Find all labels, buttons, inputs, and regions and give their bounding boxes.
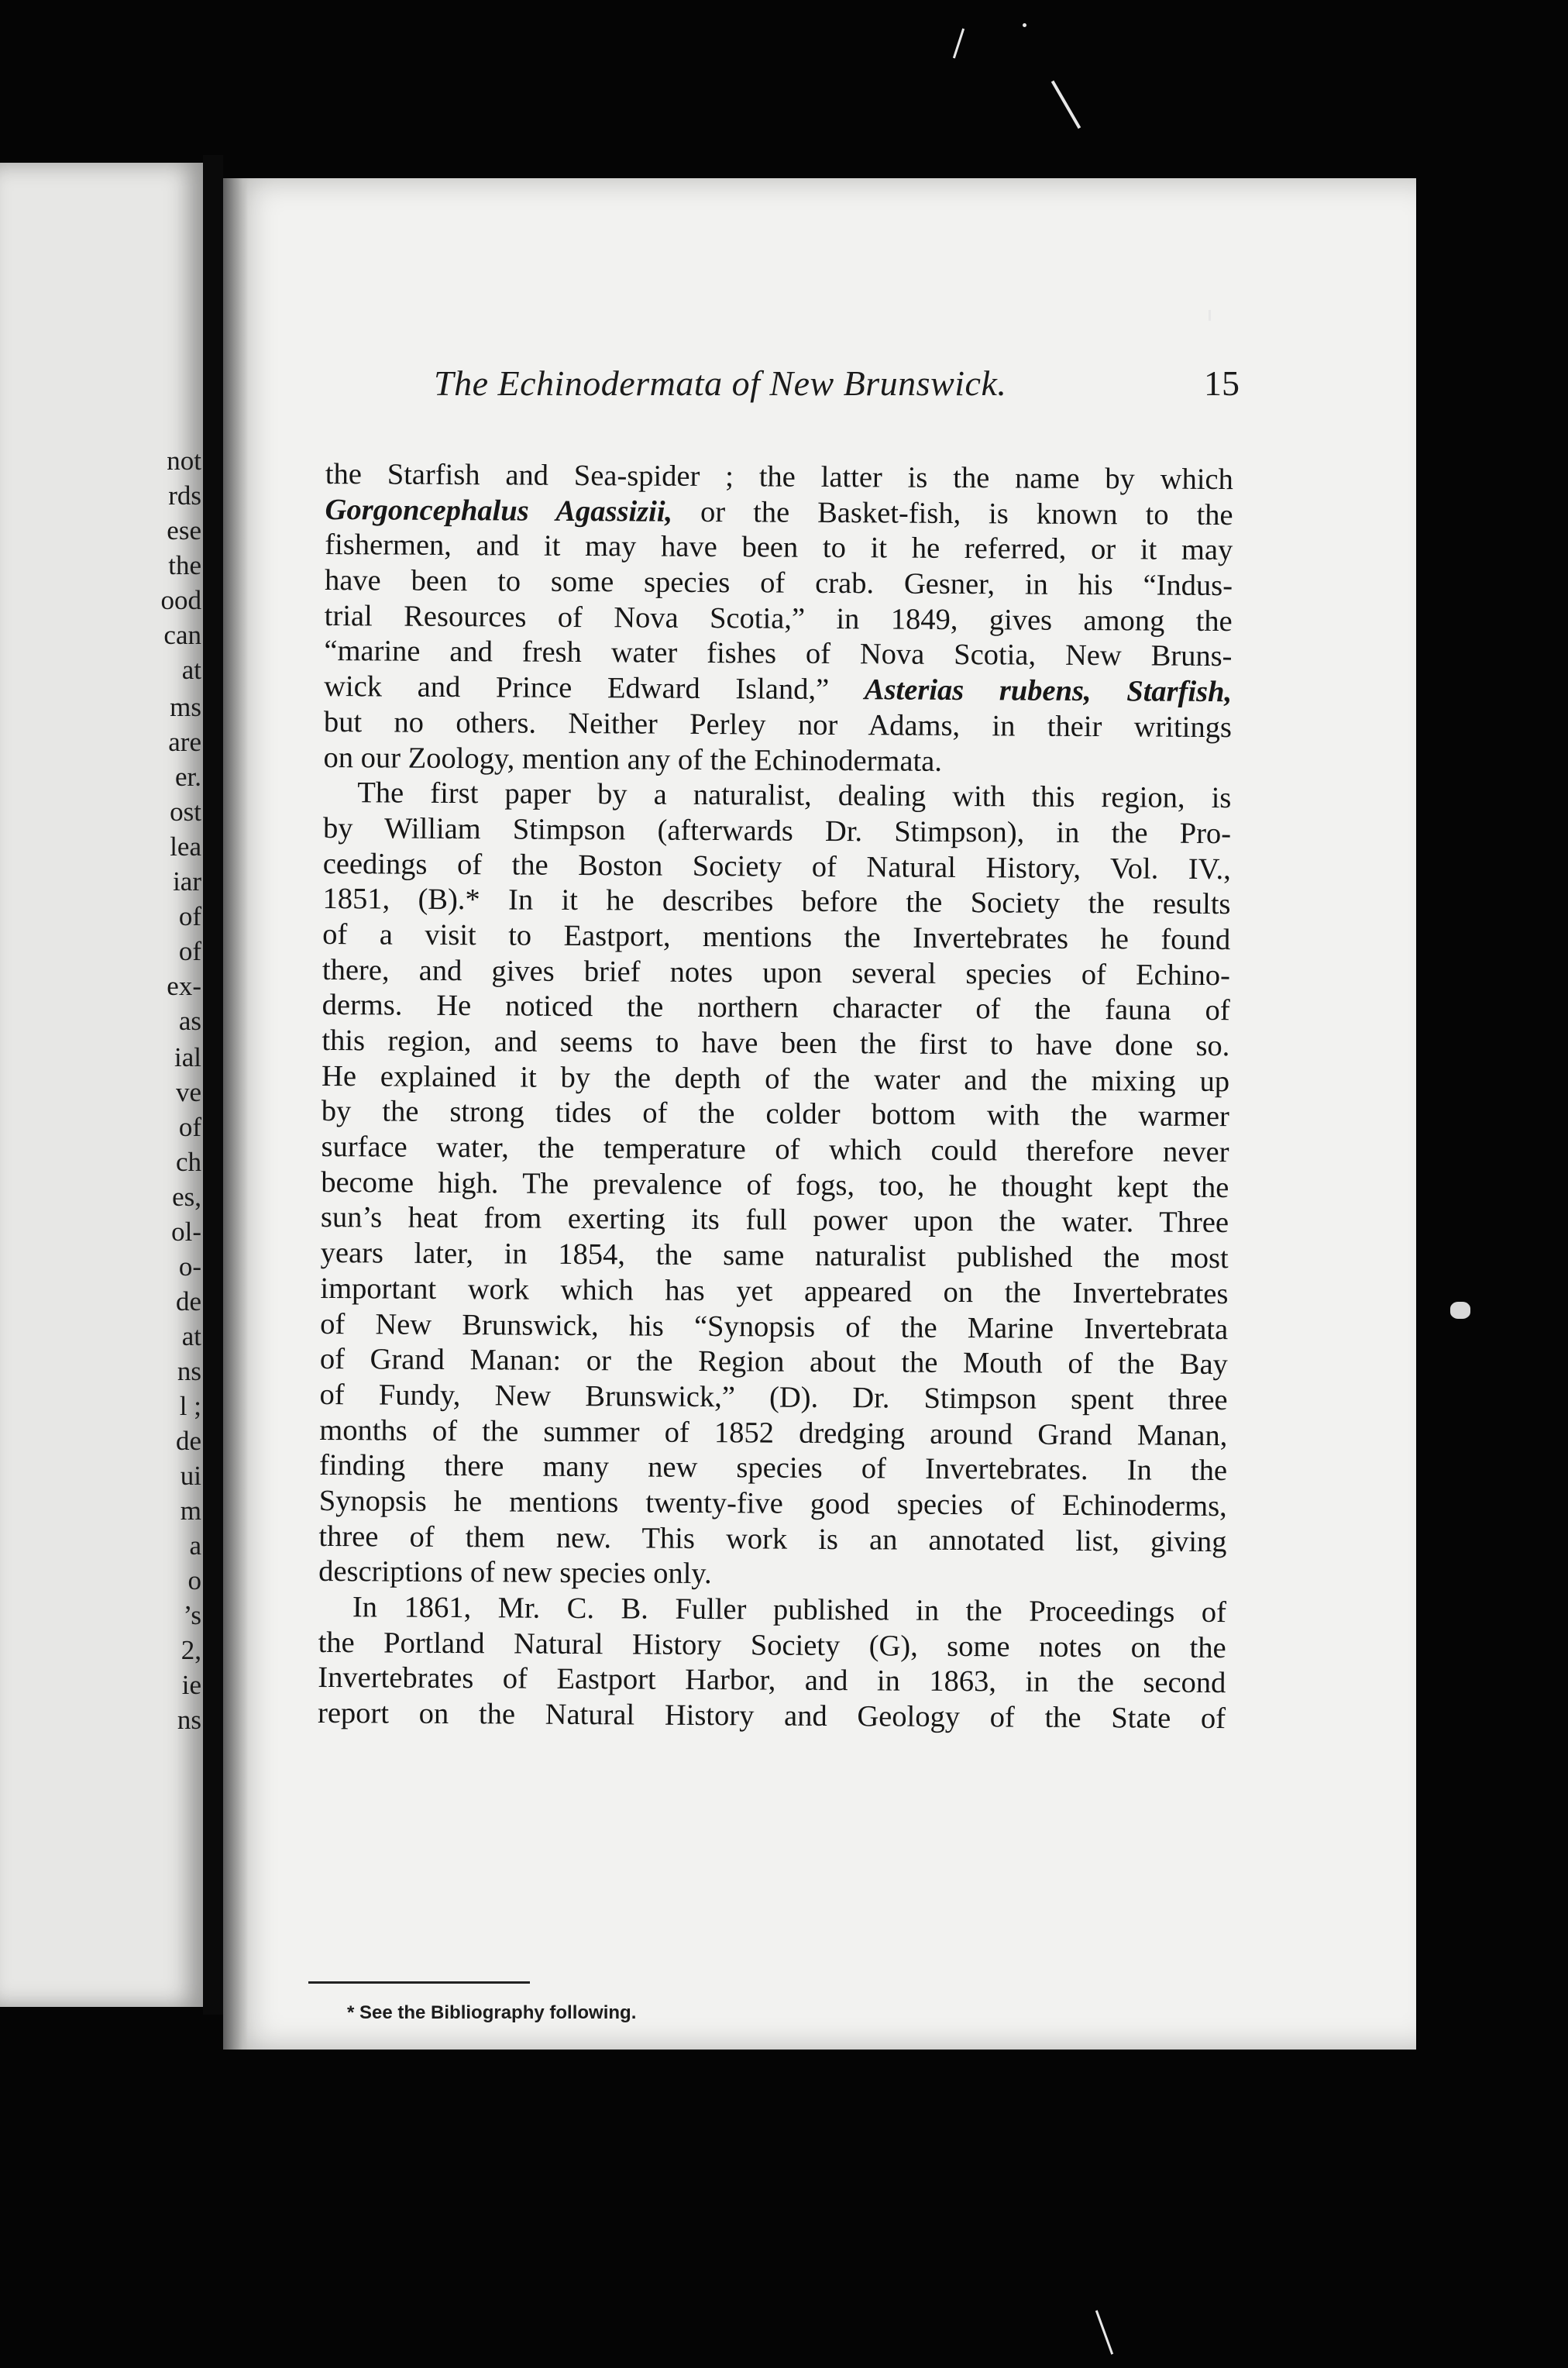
- previous-page-edge: [0, 163, 203, 2007]
- previous-page-fragment: o: [187, 1565, 201, 1595]
- previous-page-fragment: of: [178, 936, 201, 966]
- footnote-rule: [308, 1981, 530, 1984]
- text-line: descriptions of new species only.: [318, 1555, 712, 1591]
- text-line: In 1861, Mr. C. B. Fuller published in the Proceedings of: [352, 1591, 1227, 1630]
- text-line: years later, in 1854, the same naturalist published the most: [320, 1237, 1229, 1275]
- text-line: 1851, (B).* In it he describes before the Society the results: [322, 883, 1231, 921]
- text-line: trial Resources of Nova Scotia,” in 1849, gives among the: [324, 599, 1233, 638]
- previous-page-fragment: ial: [174, 1042, 201, 1072]
- text-line: of Fundy, New Brunswick,” (D). Dr. Stimpson spent three: [319, 1378, 1228, 1417]
- running-title: The Echinodermata of New Brunswick.: [434, 363, 1007, 403]
- previous-page-fragment: iar: [173, 866, 201, 897]
- previous-page-fragment: ol-: [171, 1217, 201, 1247]
- text-line: the Starfish and Sea-spider ; the latter is the name by which: [325, 458, 1233, 497]
- page-number: 15: [1204, 363, 1240, 403]
- previous-page-fragment: at: [181, 655, 201, 685]
- text-line: wick and Prince Edward Island,” Asterias rubens, Starfish,: [324, 670, 1233, 709]
- previous-page-fragment: l ;: [179, 1391, 201, 1421]
- text-line: months of the summer of 1852 dredging around Grand Manan,: [319, 1413, 1228, 1452]
- text-line: the Portland Natural History Society (G), some notes on the: [318, 1626, 1226, 1664]
- page-spine-shadow: [223, 178, 248, 2050]
- text-line: this region, and seems to have been the first to have done so.: [322, 1024, 1230, 1063]
- text-line: Invertebrates of Eastport Harbor, and in 1863, in the second: [318, 1661, 1226, 1700]
- text-line: of Grand Manan: or the Region about the Mouth of the Bay: [319, 1343, 1228, 1382]
- text-line: surface water, the temperature of which could therefore never: [321, 1131, 1229, 1169]
- text-line: three of them new. This work is an annotated list, giving: [318, 1520, 1227, 1558]
- text-line: of a visit to Eastport, mentions the Invertebrates he found: [322, 917, 1231, 957]
- text-line: sun’s heat from exerting its full power upon the water. Three: [320, 1201, 1229, 1240]
- previous-page-fragment: ese: [167, 515, 201, 546]
- dust-speck: [1209, 310, 1211, 321]
- dust-speck: [1023, 23, 1026, 27]
- text-line: but no others. Neither Perley nor Adams, in their writings: [323, 705, 1233, 744]
- previous-page-fragment: as: [178, 1006, 201, 1036]
- previous-page-fragment: a: [189, 1530, 201, 1561]
- text-line: there, and gives brief notes upon several species of Echino-: [322, 953, 1231, 992]
- previous-page-fragment: ms: [170, 692, 201, 722]
- previous-page-fragment: 2,: [181, 1635, 201, 1665]
- text-line: by William Stimpson (afterwards Dr. Stimpson), in the Pro-: [322, 811, 1232, 851]
- text-line: ceedings of the Boston Society of Natural History, Vol. IV.,: [322, 847, 1231, 886]
- text-line: become high. The prevalence of fogs, too, he thought kept the: [321, 1165, 1229, 1204]
- previous-page-fragment: de: [175, 1286, 201, 1317]
- previous-page-fragment: not: [167, 446, 201, 476]
- text-line: on our Zoology, mention any of the Echinodermata.: [323, 741, 943, 778]
- text-line: “marine and fresh water fishes of Nova Scotia, New Bruns-: [324, 635, 1233, 673]
- previous-page-fragment: ’s: [183, 1600, 201, 1630]
- text-line: by the strong tides of the colder bottom with the warmer: [321, 1095, 1229, 1134]
- text-line: fishermen, and it may have been to it he referred, or it may: [325, 528, 1233, 567]
- text-line: have been to some species of crab. Gesner, in his “Indus-: [324, 564, 1233, 603]
- text-line: of New Brunswick, his “Synopsis of the Marine Invertebrata: [320, 1307, 1229, 1346]
- footnote: * See the Bibliography following.: [347, 2002, 637, 2023]
- running-header: [434, 363, 1240, 409]
- page-gutter: [203, 155, 223, 2015]
- text-line: He explained it by the depth of the water and the mixing up: [321, 1059, 1230, 1098]
- previous-page-fragment: ve: [175, 1077, 201, 1107]
- previous-page-fragment: the: [168, 550, 201, 580]
- previous-page-fragment: de: [175, 1426, 201, 1456]
- previous-page-fragment: at: [181, 1321, 201, 1351]
- previous-page-fragment: es,: [172, 1182, 201, 1212]
- previous-page-fragment: of: [178, 1112, 201, 1142]
- previous-page-fragment: er.: [174, 762, 201, 792]
- previous-page-fragment: lea: [170, 831, 201, 862]
- text-line: finding there many new species of Invertebrates. In the: [318, 1449, 1228, 1488]
- previous-page-fragment: rds: [168, 480, 201, 511]
- text-line: report on the Natural History and Geology of the State of: [317, 1697, 1226, 1736]
- previous-page-fragment: of: [178, 901, 201, 931]
- text-line: Synopsis he mentions twenty-five good species of Echinoderms,: [318, 1484, 1227, 1523]
- previous-page-fragment: ood: [160, 585, 201, 615]
- previous-page-fragment: ex-: [167, 971, 201, 1001]
- previous-page-fragment: m: [180, 1495, 201, 1526]
- previous-page-fragment: ns: [177, 1705, 201, 1735]
- text-line: important work which has yet appeared on the Invertebrates: [320, 1272, 1229, 1310]
- previous-page-fragment: ns: [177, 1356, 201, 1386]
- previous-page-fragment: o-: [178, 1251, 201, 1282]
- text-line: derms. He noticed the northern character of the fauna of: [322, 989, 1230, 1027]
- previous-page-fragment: ost: [170, 797, 201, 827]
- text-line: Gorgoncephalus Agassizii, or the Basket-fish, is known to the: [325, 493, 1233, 532]
- previous-page-fragment: can: [163, 620, 201, 650]
- body-text: [318, 457, 1233, 1737]
- dust-speck: [1450, 1302, 1470, 1319]
- previous-page-fragment: ie: [181, 1670, 201, 1700]
- previous-page-fragment: ui: [180, 1461, 201, 1491]
- previous-page-fragment: ch: [175, 1147, 201, 1177]
- text-line: The first paper by a naturalist, dealing with this region, is: [357, 776, 1232, 815]
- previous-page-fragment: are: [168, 727, 201, 757]
